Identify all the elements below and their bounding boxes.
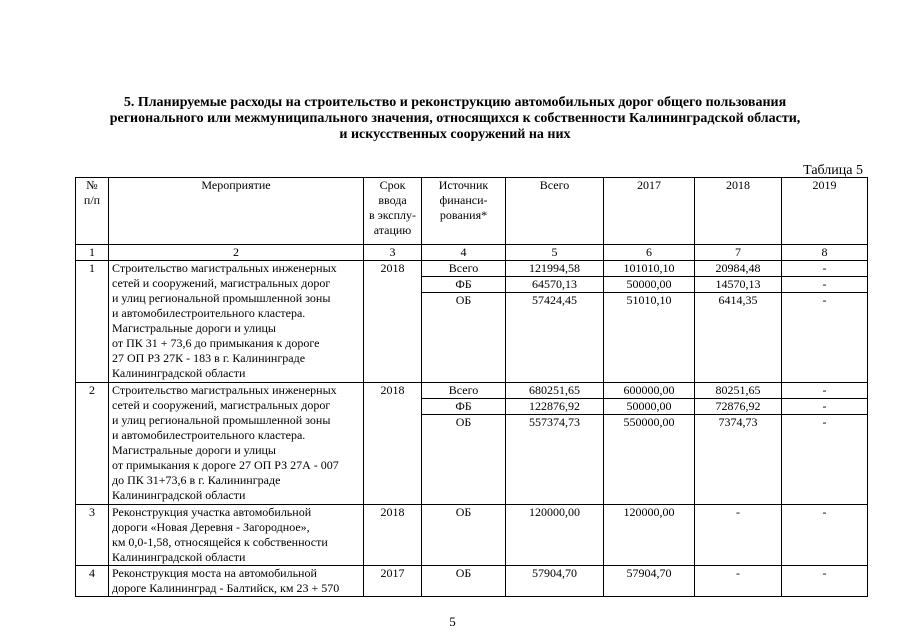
expenses-table xyxy=(75,177,868,597)
y2019-cell: - xyxy=(782,383,868,399)
header-term: Срок ввода в эксплу- атацию xyxy=(364,178,422,245)
y2019-cell: - xyxy=(782,415,868,505)
event-description: Реконструкция участка автомобильной дороги «Новая Деревня - Загородное», км 0,0-1,58, относящейся к собственности Калининградской области xyxy=(109,505,364,566)
y2017-cell: 120000,00 xyxy=(604,505,695,566)
y2018-cell: 72876,92 xyxy=(695,399,782,415)
y2019-cell: - xyxy=(782,261,868,277)
y2017-cell: 57904,70 xyxy=(604,566,695,597)
y2019-cell: - xyxy=(782,399,868,415)
y2018-cell: 14570,13 xyxy=(695,277,782,293)
document-heading xyxy=(70,95,840,143)
row-num: 1 xyxy=(76,261,109,383)
source-cell: ОБ xyxy=(422,505,506,566)
index-cell: 8 xyxy=(782,245,868,261)
header-total: Всего xyxy=(506,178,604,245)
source-cell: ОБ xyxy=(422,293,506,383)
total-cell: 122876,92 xyxy=(506,399,604,415)
y2018-cell: - xyxy=(695,566,782,597)
source-cell: ОБ xyxy=(422,415,506,505)
source-cell: ФБ xyxy=(422,399,506,415)
term-cell: 2018 xyxy=(364,261,422,383)
row-num: 2 xyxy=(76,383,109,505)
total-cell: 121994,58 xyxy=(506,261,604,277)
table-row xyxy=(76,566,868,597)
term-cell: 2018 xyxy=(364,383,422,505)
total-cell: 557374,73 xyxy=(506,415,604,505)
y2019-cell: - xyxy=(782,277,868,293)
total-cell: 57424,45 xyxy=(506,293,604,383)
term-cell: 2017 xyxy=(364,566,422,597)
index-cell: 2 xyxy=(109,245,364,261)
heading-line-1: 5. Планируемые расходы на строительство и реконструкцию автомобильных дорог общего пользования xyxy=(123,95,787,110)
y2018-cell: 80251,65 xyxy=(695,383,782,399)
event-description: Реконструкция моста на автомобильной дороге Калининград - Балтийск, км 23 + 570 xyxy=(109,566,364,597)
index-cell: 1 xyxy=(76,245,109,261)
event-description: Строительство магистральных инженерных сетей и сооружений, магистральных дорог и улиц региональной промышленной зоны и автомобилестроительного кластера. Магистральные дороги и улицы от ПК 31 + 73,6 до примыкания к дороге 27 ОП РЗ 27К - 183 в г. Калининграде Калининградской области xyxy=(109,261,364,383)
y2019-cell: - xyxy=(782,293,868,383)
source-cell: ОБ xyxy=(422,566,506,597)
header-2018: 2018 xyxy=(695,178,782,245)
index-cell: 6 xyxy=(604,245,695,261)
total-cell: 680251,65 xyxy=(506,383,604,399)
y2017-cell: 51010,10 xyxy=(604,293,695,383)
term-cell: 2018 xyxy=(364,505,422,566)
source-cell: ФБ xyxy=(422,277,506,293)
header-2019: 2019 xyxy=(782,178,868,245)
table-caption: Таблица 5 xyxy=(803,163,863,178)
row-num: 4 xyxy=(76,566,109,597)
y2019-cell: - xyxy=(782,505,868,566)
y2018-cell: 6414,35 xyxy=(695,293,782,383)
y2017-cell: 550000,00 xyxy=(604,415,695,505)
total-cell: 57904,70 xyxy=(506,566,604,597)
y2017-cell: 600000,00 xyxy=(604,383,695,399)
total-cell: 64570,13 xyxy=(506,277,604,293)
y2019-cell: - xyxy=(782,566,868,597)
heading-line-3: и искусственных сооружений на них xyxy=(339,127,571,142)
total-cell: 120000,00 xyxy=(506,505,604,566)
source-cell: Всего xyxy=(422,261,506,277)
page-number: 5 xyxy=(449,614,456,629)
table-row xyxy=(76,261,868,277)
y2018-cell: - xyxy=(695,505,782,566)
heading-line-2: регионального или межмуниципального значения, относящихся к собственности Калининградской области, xyxy=(109,111,801,126)
y2018-cell: 7374,73 xyxy=(695,415,782,505)
index-cell: 7 xyxy=(695,245,782,261)
y2017-cell: 101010,10 xyxy=(604,261,695,277)
index-cell: 5 xyxy=(506,245,604,261)
row-num: 3 xyxy=(76,505,109,566)
header-2017: 2017 xyxy=(604,178,695,245)
index-cell: 4 xyxy=(422,245,506,261)
y2017-cell: 50000,00 xyxy=(604,399,695,415)
y2017-cell: 50000,00 xyxy=(604,277,695,293)
header-row xyxy=(76,178,868,245)
y2018-cell: 20984,48 xyxy=(695,261,782,277)
column-index-row xyxy=(76,245,868,261)
table-row xyxy=(76,383,868,399)
table-row xyxy=(76,505,868,566)
source-cell: Всего xyxy=(422,383,506,399)
header-num: № п/п xyxy=(76,178,109,245)
header-source: Источник финанси- рования* xyxy=(422,178,506,245)
index-cell: 3 xyxy=(364,245,422,261)
header-event: Мероприятие xyxy=(109,178,364,245)
event-description: Строительство магистральных инженерных сетей и сооружений, магистральных дорог и улиц региональной промышленной зоны и автомобилестроительного кластера. Магистральные дороги и улицы от примыкания к дороге 27 ОП РЗ 27А - 007 до ПК 31+73,6 в г. Калининграде Калининградской области xyxy=(109,383,364,505)
